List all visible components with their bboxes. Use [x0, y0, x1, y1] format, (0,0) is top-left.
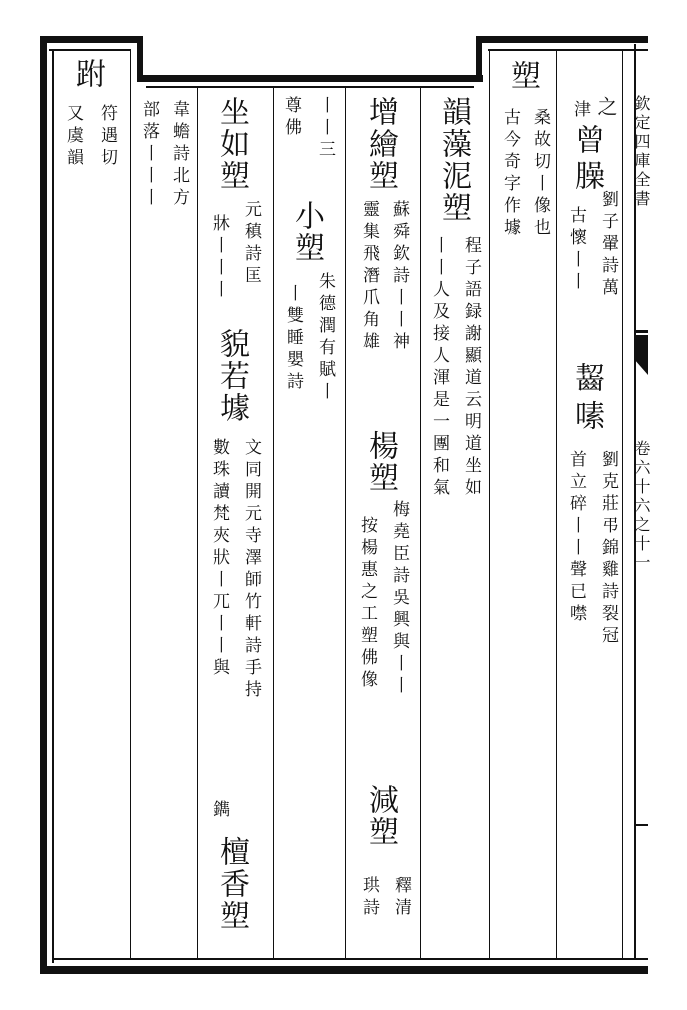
border-inner-left	[52, 49, 54, 963]
headword: 貌若壉	[214, 328, 249, 424]
headword: 小塑	[289, 200, 324, 264]
column-divider	[556, 49, 557, 958]
fish-tail-mark	[634, 335, 648, 375]
annotation: 蘇舜欽詩丨丨神	[389, 200, 409, 354]
annotation: 劉克莊弔錦雞詩裂冠	[598, 450, 618, 648]
fold-rule	[634, 330, 648, 333]
headword: 韻藻泥塑	[436, 96, 471, 224]
border-top-step-left	[137, 36, 143, 80]
border-top-right	[476, 36, 648, 43]
annotation: 部落丨丨丨	[139, 100, 159, 210]
border-inner-top-right	[488, 49, 648, 51]
border-inner-bottom	[52, 958, 648, 960]
annotation: 古懷丨丨	[566, 206, 586, 294]
annotation: 珙詩	[359, 876, 379, 920]
annotation: 牀丨丨丨	[209, 214, 229, 302]
column-divider	[130, 49, 131, 958]
headword: 塑	[505, 60, 540, 92]
annotation: 數珠讀梵夾狀丨兀丨丨與	[209, 438, 229, 680]
annotation: 釋清	[391, 876, 411, 920]
column-divider	[489, 49, 490, 958]
annotation: 程子語録謝顯道云明道坐如	[461, 236, 481, 500]
column-divider	[420, 86, 421, 958]
annotation: 尊佛	[281, 96, 301, 140]
annotation: 元稹詩匡	[241, 200, 261, 288]
fold-rule	[634, 824, 648, 826]
annotation: 又虞韻	[63, 104, 83, 170]
border-inner-top-mid	[146, 86, 474, 88]
annotation: 津	[570, 100, 590, 122]
book-title: 欽定四庫全書	[632, 95, 651, 209]
headword: 臊	[569, 160, 604, 192]
headword: 楊塑	[363, 430, 398, 494]
annotation: 符遇切	[97, 104, 117, 170]
border-top-left	[40, 36, 140, 43]
annotation: 丨丨人及接人渾是一團和氣	[429, 236, 449, 500]
headword: 齧	[569, 362, 604, 394]
annotation: 丨丨三	[315, 96, 335, 162]
headword: 坐如塑	[214, 96, 249, 192]
border-inner-top-left	[49, 49, 131, 51]
headword: 增繪塑	[363, 96, 398, 192]
headword: 之	[594, 96, 618, 118]
annotation: 按楊惠之工塑佛像	[357, 516, 377, 692]
border-top-middle	[137, 75, 483, 82]
annotation: 鐫	[209, 800, 229, 822]
headword: 嗉	[569, 400, 604, 432]
annotation: 文同開元寺澤師竹軒詩手持	[241, 438, 261, 702]
annotation: 首立碎丨丨聲已噤	[566, 450, 586, 626]
headword: 曾	[569, 124, 604, 156]
annotation: 韋蟾詩北方	[169, 100, 189, 210]
fold-label: 卷六十六之十一	[632, 440, 651, 573]
border-bottom	[40, 966, 648, 974]
annotation: 古今奇字作壉	[500, 108, 520, 240]
annotation: 梅堯臣詩吳興與丨丨	[389, 500, 409, 698]
annotation: 劉子翬詩萬	[598, 190, 618, 300]
border-left	[40, 36, 47, 974]
annotation: 丨雙睡嬰詩	[283, 284, 303, 394]
annotation: 靈集飛潛爪角雄	[359, 200, 379, 354]
headword: 減塑	[363, 784, 398, 848]
column-divider	[197, 86, 198, 958]
headword: 檀香塑	[214, 836, 249, 932]
column-divider	[345, 86, 346, 958]
annotation: 桑故切丨像也	[530, 108, 550, 240]
headword: 跗	[70, 58, 105, 90]
column-divider	[622, 49, 623, 958]
annotation: 朱德潤有賦丨	[315, 272, 335, 404]
column-divider	[273, 86, 274, 958]
